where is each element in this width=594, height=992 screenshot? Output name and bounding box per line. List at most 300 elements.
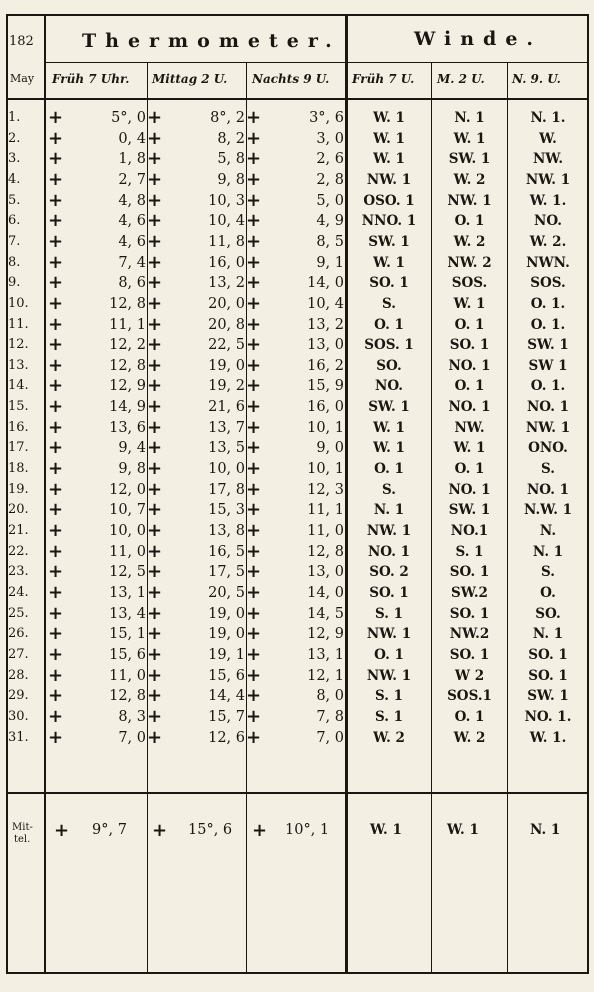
day-number: 21. <box>8 523 29 538</box>
temp-mittag: 22, 5 <box>208 337 245 354</box>
plus-sign: + <box>48 478 64 500</box>
wind-nachts: SO. 1 <box>528 646 568 663</box>
temp-frueh: 5°, 0 <box>111 110 146 126</box>
temp-frueh: 12, 5 <box>109 564 146 581</box>
mittel-sign-t2: + <box>152 820 168 841</box>
wind-nachts: NW. <box>532 151 564 168</box>
plus-sign: + <box>48 520 64 541</box>
temp-nachts: 14, 0 <box>307 275 344 292</box>
wind-frueh: W. 1 <box>373 419 405 436</box>
day-number: 20. <box>8 502 29 518</box>
temp-mittag: 15, 7 <box>208 708 245 725</box>
temp-mittag: 8, 2 <box>217 130 245 147</box>
wind-mittag: SO. 1 <box>449 646 490 663</box>
plus-sign: + <box>48 210 64 232</box>
table-row <box>6 418 590 439</box>
plus-sign: + <box>48 540 64 562</box>
table-row <box>6 211 590 232</box>
temp-mittag: 19, 1 <box>208 646 245 663</box>
table-row <box>6 480 590 501</box>
plus-sign: + <box>246 561 262 583</box>
table-row <box>6 728 590 749</box>
table-row <box>6 459 590 480</box>
wind-frueh: O. 1 <box>374 316 404 333</box>
temp-nachts: 3°, 6 <box>309 110 344 126</box>
mittel-label-1: Mit- <box>12 822 33 833</box>
wind-frueh: SO. <box>376 357 402 374</box>
day-number: 26. <box>8 626 29 642</box>
frame-top <box>6 14 588 16</box>
col-header-mittag: Mittag 2 U. <box>152 72 228 86</box>
plus-sign: + <box>246 210 262 232</box>
wind-mittag: SW.2 <box>451 584 488 601</box>
wind-mittag: W 2 <box>454 667 485 684</box>
plus-sign: + <box>147 664 163 686</box>
temp-mittag: 21, 6 <box>208 399 245 416</box>
plus-sign: + <box>147 313 163 335</box>
temp-mittag: 19, 0 <box>208 357 245 374</box>
wind-mittag: SW. 1 <box>448 502 491 519</box>
temp-nachts: 11, 0 <box>307 523 344 539</box>
plus-sign: + <box>147 685 163 707</box>
wind-frueh: W. 1 <box>373 110 405 126</box>
plus-sign: + <box>48 168 64 190</box>
day-number: 29. <box>8 688 29 704</box>
day-number: 11. <box>8 316 29 332</box>
wind-frueh: SO. 1 <box>369 584 409 601</box>
wind-frueh: S. 1 <box>374 605 404 622</box>
wind-mittag: NO.1 <box>450 523 489 539</box>
wind-mittag: O. 1 <box>454 461 485 478</box>
col-header-w-mittag: M. 2 U. <box>437 72 485 86</box>
wind-mittag: NW. 1 <box>447 192 492 209</box>
plus-sign: + <box>147 540 163 562</box>
plus-sign: + <box>48 396 64 418</box>
plus-sign: + <box>246 705 262 727</box>
plus-sign: + <box>48 251 64 273</box>
plus-sign: + <box>48 664 64 686</box>
plus-sign: + <box>147 230 163 252</box>
temp-nachts: 10, 1 <box>307 419 344 436</box>
temp-nachts: 13, 1 <box>307 646 344 663</box>
table-row <box>6 129 590 150</box>
temp-nachts: 7, 8 <box>316 708 344 725</box>
plus-sign: + <box>48 313 64 335</box>
temp-frueh: 11, 0 <box>109 667 146 684</box>
plus-sign: + <box>246 478 262 500</box>
temp-frueh: 4, 6 <box>118 213 146 230</box>
plus-sign: + <box>246 520 262 541</box>
temp-mittag: 13, 5 <box>208 440 245 457</box>
temp-frueh: 13, 1 <box>109 584 146 601</box>
temp-mittag: 20, 0 <box>208 295 245 312</box>
wind-nachts: S. <box>541 461 555 478</box>
temp-nachts: 12, 1 <box>307 667 344 684</box>
wind-mittag: SOS. <box>451 275 488 292</box>
temp-frueh: 12, 2 <box>109 337 146 354</box>
day-number: 7. <box>8 233 21 249</box>
plus-sign: + <box>246 272 262 294</box>
wind-nachts: N. 1 <box>532 543 564 560</box>
plus-sign: + <box>246 127 262 149</box>
wind-frueh: W. 1 <box>373 254 405 271</box>
plus-sign: + <box>147 396 163 418</box>
plus-sign: + <box>48 685 64 707</box>
temp-mittag: 9, 8 <box>217 171 245 188</box>
temp-frueh: 11, 0 <box>109 543 146 560</box>
wind-frueh: OSO. 1 <box>363 192 415 209</box>
day-number: 4. <box>8 171 21 187</box>
mittel-label-2: tel. <box>14 834 31 845</box>
temp-frueh: 13, 6 <box>109 419 146 436</box>
wind-nachts: O. <box>540 584 556 601</box>
wind-mittag: S. 1 <box>455 543 484 560</box>
table-row <box>6 666 590 687</box>
plus-sign: + <box>48 127 64 149</box>
plus-sign: + <box>147 726 163 748</box>
wind-mittag: O. 1 <box>454 708 485 725</box>
plus-sign: + <box>246 313 262 335</box>
wind-frueh: W. 2 <box>373 729 405 746</box>
temp-nachts: 12, 3 <box>307 481 344 498</box>
plus-sign: + <box>48 561 64 583</box>
day-number: 2. <box>8 130 21 146</box>
plus-sign: + <box>147 107 163 128</box>
day-number: 6. <box>8 213 21 229</box>
mittel-t2: 15°, 6 <box>188 822 233 838</box>
wind-nachts: S. <box>541 564 555 581</box>
wind-frueh: NW. 1 <box>366 667 412 684</box>
header-rule-bottom <box>6 98 588 100</box>
wind-frueh: O. 1 <box>374 461 404 478</box>
plus-sign: + <box>246 354 262 376</box>
temp-frueh: 1, 8 <box>118 151 146 168</box>
plus-sign: + <box>147 705 163 727</box>
wind-nachts: NO. <box>533 213 562 230</box>
table-row <box>6 604 590 625</box>
plus-sign: + <box>147 168 163 190</box>
wind-frueh: W. 1 <box>373 440 405 457</box>
wind-nachts: W. <box>539 130 557 147</box>
temp-frueh: 7, 4 <box>118 254 146 271</box>
day-number: 9. <box>8 275 21 291</box>
wind-nachts: N. 1. <box>530 110 566 126</box>
plus-sign: + <box>147 354 163 376</box>
plus-sign: + <box>147 520 163 541</box>
plus-sign: + <box>147 375 163 397</box>
mittel-w3: N. 1 <box>530 822 561 838</box>
temp-frueh: 15, 6 <box>109 646 146 663</box>
day-number: 30. <box>8 708 29 724</box>
plus-sign: + <box>48 230 64 252</box>
table-row <box>6 645 590 666</box>
plus-sign: + <box>48 602 64 624</box>
temp-nachts: 2, 6 <box>316 151 344 168</box>
plus-sign: + <box>246 458 262 480</box>
wind-mittag: O. 1 <box>454 213 485 230</box>
plus-sign: + <box>48 437 64 459</box>
thermometer-title: Thermometer. <box>82 30 341 52</box>
wind-frueh: SW. 1 <box>368 399 410 416</box>
day-number: 22. <box>8 543 29 559</box>
table-row <box>6 149 590 170</box>
temp-frueh: 11, 1 <box>109 316 146 333</box>
table-row <box>6 686 590 707</box>
wind-mittag: W. 1 <box>453 130 486 147</box>
temp-mittag: 16, 0 <box>208 254 245 271</box>
plus-sign: + <box>147 602 163 624</box>
wind-nachts: ONO. <box>528 440 568 457</box>
day-number: 8. <box>8 254 21 270</box>
day-number: 12. <box>8 337 29 353</box>
mittel-sign-t3: + <box>252 820 268 841</box>
plus-sign: + <box>147 210 163 232</box>
temp-mittag: 15, 6 <box>208 667 245 684</box>
table-row <box>6 273 590 294</box>
plus-sign: + <box>48 272 64 294</box>
wind-frueh: NW. 1 <box>366 626 412 643</box>
plus-sign: + <box>147 643 163 665</box>
temp-frueh: 12, 0 <box>109 481 146 498</box>
temp-frueh: 4, 6 <box>118 233 146 250</box>
table-row <box>6 191 590 212</box>
temp-mittag: 14, 4 <box>208 688 245 705</box>
wind-frueh: N. 1 <box>373 502 405 519</box>
wind-nachts: SW. 1 <box>527 337 569 354</box>
plus-sign: + <box>147 416 163 438</box>
plus-sign: + <box>246 251 262 273</box>
wind-mittag: NO. 1 <box>448 357 491 374</box>
plus-sign: + <box>147 478 163 500</box>
temp-frueh: 13, 4 <box>109 605 146 622</box>
temp-frueh: 7, 0 <box>118 729 146 746</box>
wind-frueh: SW. 1 <box>368 233 410 250</box>
day-number: 16. <box>8 419 29 435</box>
wind-mittag: SW. 1 <box>448 151 491 168</box>
wind-mittag: O. 1 <box>454 378 485 395</box>
temp-nachts: 11, 1 <box>307 502 344 519</box>
plus-sign: + <box>48 623 64 645</box>
day-number: 27. <box>8 646 29 662</box>
plus-sign: + <box>147 189 163 211</box>
plus-sign: + <box>246 334 262 356</box>
plus-sign: + <box>48 292 64 314</box>
winde-title: Winde. <box>414 28 543 50</box>
temp-nachts: 16, 0 <box>307 399 344 416</box>
plus-sign: + <box>147 581 163 603</box>
table-row <box>6 376 590 397</box>
wind-mittag: N. 1 <box>454 110 485 126</box>
temp-nachts: 8, 0 <box>316 688 344 705</box>
month-label: May <box>10 72 35 85</box>
wind-frueh: SO. 2 <box>369 564 409 581</box>
temp-frueh: 9, 4 <box>118 440 146 457</box>
temp-nachts: 13, 0 <box>307 337 344 354</box>
temp-mittag: 17, 8 <box>208 481 245 498</box>
temp-nachts: 14, 0 <box>307 584 344 601</box>
wind-frueh: NW. 1 <box>366 523 412 539</box>
wind-mittag: NW. <box>454 419 485 436</box>
plus-sign: + <box>246 292 262 314</box>
temp-frueh: 12, 8 <box>109 295 146 312</box>
temp-frueh: 0, 4 <box>118 130 146 147</box>
table-row <box>6 521 590 542</box>
temp-nachts: 2, 8 <box>316 171 344 188</box>
wind-mittag: W. 1 <box>453 440 486 457</box>
day-number: 10. <box>8 295 29 311</box>
table-row <box>6 438 590 459</box>
plus-sign: + <box>246 437 262 459</box>
plus-sign: + <box>246 168 262 190</box>
temp-nachts: 9, 0 <box>316 440 344 457</box>
plus-sign: + <box>246 581 262 603</box>
plus-sign: + <box>246 148 262 170</box>
temp-mittag: 20, 8 <box>208 316 245 333</box>
wind-nachts: W. 2. <box>529 233 567 250</box>
mittel-t1: 9°, 7 <box>92 822 127 838</box>
plus-sign: + <box>246 189 262 211</box>
mittel-t3: 10°, 1 <box>285 822 330 838</box>
temp-mittag: 17, 5 <box>208 564 245 581</box>
table-row <box>6 170 590 191</box>
temp-mittag: 19, 0 <box>208 626 245 643</box>
plus-sign: + <box>246 107 262 128</box>
mittel-sign-t1: + <box>54 820 70 841</box>
table-row <box>6 315 590 336</box>
wind-mittag: NW.2 <box>449 626 490 643</box>
wind-frueh: SOS. 1 <box>364 337 414 354</box>
wind-frueh: S. <box>382 295 396 312</box>
plus-sign: + <box>147 458 163 480</box>
day-number: 3. <box>8 151 21 167</box>
wind-frueh: NO. <box>374 378 403 395</box>
table-row <box>6 253 590 274</box>
temp-mittag: 15, 3 <box>208 502 245 519</box>
wind-nachts: SO. 1 <box>528 667 568 684</box>
temp-mittag: 12, 6 <box>208 729 245 746</box>
plus-sign: + <box>48 581 64 603</box>
wind-frueh: S. 1 <box>374 688 404 705</box>
temp-mittag: 20, 5 <box>208 584 245 601</box>
wind-mittag: W. 2 <box>453 233 486 250</box>
wind-frueh: S. <box>382 481 396 498</box>
plus-sign: + <box>48 354 64 376</box>
temp-mittag: 5, 8 <box>217 151 245 168</box>
temp-nachts: 15, 9 <box>307 378 344 395</box>
wind-nachts: SW 1 <box>528 357 568 374</box>
plus-sign: + <box>48 643 64 665</box>
table-row <box>6 500 590 521</box>
wind-mittag: SOS.1 <box>447 688 492 705</box>
plus-sign: + <box>147 272 163 294</box>
table-row <box>6 356 590 377</box>
wind-nachts: SO. <box>535 605 561 622</box>
day-number: 17. <box>8 440 29 456</box>
temp-mittag: 19, 0 <box>208 605 245 622</box>
wind-mittag: NW. 2 <box>447 254 492 271</box>
wind-nachts: NO. 1 <box>526 481 570 498</box>
wind-nachts: N. <box>539 523 557 539</box>
temp-frueh: 4, 8 <box>118 192 146 209</box>
table-row <box>6 397 590 418</box>
temp-frueh: 15, 1 <box>109 626 146 643</box>
temp-nachts: 10, 4 <box>307 295 344 312</box>
frame-bottom <box>6 972 588 974</box>
day-number: 13. <box>8 357 29 373</box>
plus-sign: + <box>246 623 262 645</box>
wind-frueh: SO. 1 <box>369 275 409 292</box>
mittel-rule <box>6 792 588 794</box>
temp-nachts: 9, 1 <box>316 254 344 271</box>
plus-sign: + <box>48 375 64 397</box>
wind-mittag: NO. 1 <box>448 481 491 498</box>
plus-sign: + <box>147 127 163 149</box>
temp-frueh: 14, 9 <box>109 399 146 416</box>
plus-sign: + <box>147 334 163 356</box>
day-number: 31. <box>8 729 29 745</box>
temp-mittag: 19, 2 <box>208 378 245 395</box>
plus-sign: + <box>147 499 163 521</box>
col-header-frueh: Früh 7 Uhr. <box>52 72 130 86</box>
wind-nachts: O. 1. <box>530 316 566 333</box>
wind-mittag: SO. 1 <box>449 605 490 622</box>
plus-sign: + <box>246 396 262 418</box>
wind-mittag: SO. 1 <box>449 337 490 354</box>
day-number: 24. <box>8 584 29 600</box>
plus-sign: + <box>48 726 64 748</box>
wind-nachts: N.W. 1 <box>523 502 573 519</box>
temp-mittag: 10, 3 <box>208 192 245 209</box>
table-row <box>6 624 590 645</box>
temp-nachts: 13, 0 <box>307 564 344 581</box>
wind-nachts: NO. 1 <box>526 399 570 416</box>
temp-mittag: 13, 2 <box>208 275 245 292</box>
mittel-w2: W. 1 <box>447 822 479 838</box>
plus-sign: + <box>48 148 64 170</box>
year-label: 182 <box>9 34 34 49</box>
plus-sign: + <box>48 189 64 211</box>
wind-frueh: O. 1 <box>374 646 404 663</box>
plus-sign: + <box>246 540 262 562</box>
plus-sign: + <box>48 705 64 727</box>
temp-nachts: 3, 0 <box>316 130 344 147</box>
plus-sign: + <box>246 664 262 686</box>
temp-nachts: 14, 5 <box>307 605 344 622</box>
wind-nachts: W. 1. <box>529 729 567 746</box>
temp-frueh: 8, 6 <box>118 275 146 292</box>
wind-nachts: W. 1. <box>529 192 567 209</box>
temp-mittag: 13, 8 <box>208 523 245 539</box>
plus-sign: + <box>147 623 163 645</box>
plus-sign: + <box>246 499 262 521</box>
wind-mittag: W. 2 <box>453 729 486 746</box>
temp-mittag: 8°, 2 <box>210 110 245 126</box>
temp-nachts: 4, 9 <box>316 213 344 230</box>
day-number: 5. <box>8 192 21 208</box>
temp-nachts: 10, 1 <box>307 461 344 478</box>
col-header-w-nachts: N. 9. U. <box>512 72 561 86</box>
plus-sign: + <box>48 334 64 356</box>
table-row <box>6 707 590 728</box>
wind-mittag: O. 1 <box>454 316 485 333</box>
table-row <box>6 562 590 583</box>
wind-nachts: NWN. <box>526 254 570 271</box>
plus-sign: + <box>48 499 64 521</box>
wind-frueh: NNO. 1 <box>361 213 417 230</box>
day-number: 25. <box>8 605 29 621</box>
temp-frueh: 12, 9 <box>109 378 146 395</box>
day-number: 1. <box>8 110 21 125</box>
